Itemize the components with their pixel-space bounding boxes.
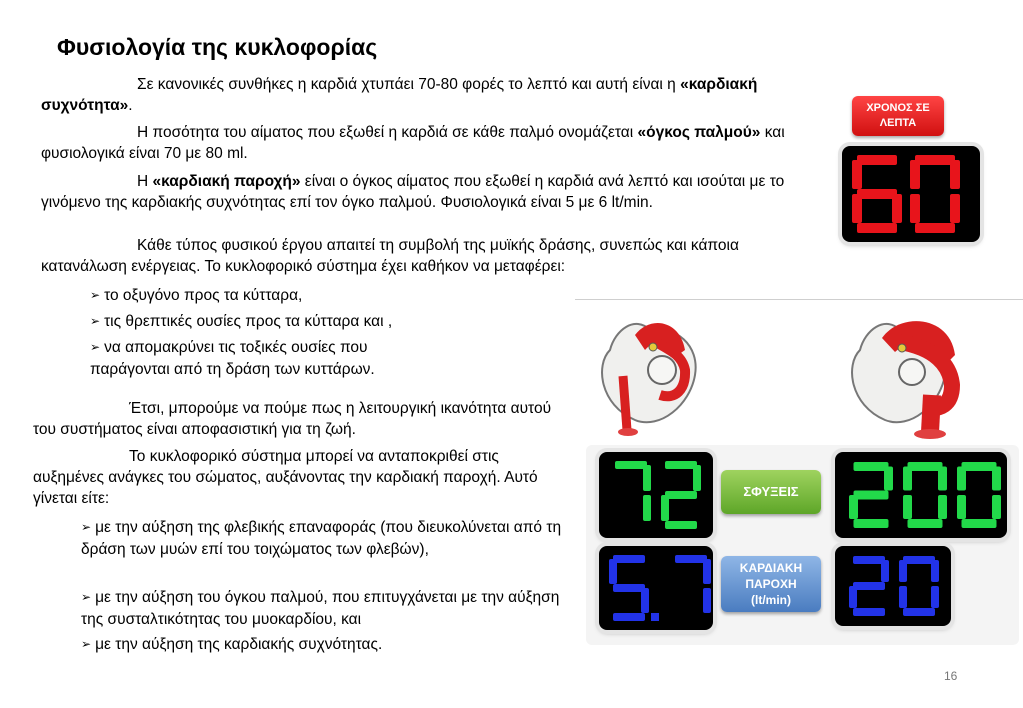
rest-beats-digits bbox=[599, 452, 713, 538]
digit-segment-b bbox=[693, 465, 701, 491]
digit-segment-b bbox=[884, 467, 893, 491]
heart-exercise-illustration bbox=[840, 310, 965, 440]
digit-segment-e bbox=[957, 495, 966, 519]
digit-segment-a bbox=[908, 462, 943, 471]
digit-segment-c bbox=[938, 495, 947, 519]
digit-segment-a bbox=[857, 155, 897, 165]
paragraph-heart-rate: Σε κανονικές συνθήκες η καρδιά χτυπάει 70-80 φορές το λεπτό και αυτή είναι η «καρδιακή συχνότητα». bbox=[41, 76, 758, 114]
paragraph-stroke-volume: Η ποσότητα του αίματος που εξωθεί η καρδιά σε κάθε παλμό ονομάζεται «όγκος παλμού» και φυσιολογικά είναι 70 με 80 ml. bbox=[41, 124, 785, 162]
digit-segment-g bbox=[853, 582, 885, 590]
arrow-bullet-icon: ➢ bbox=[90, 314, 101, 328]
digit-segment-g bbox=[613, 584, 645, 592]
beats-label: ΣΦΥΞΕΙΣ bbox=[721, 470, 821, 514]
digit-segment-d bbox=[915, 223, 955, 233]
exercise-output-display bbox=[835, 546, 951, 626]
digit-segment-f bbox=[609, 559, 617, 584]
heart-rest-illustration bbox=[590, 310, 710, 440]
decimal-point-segment bbox=[651, 613, 659, 621]
bullet-item: ➢ με την αύξηση της φλεβικής επαναφοράς (που διευκολύνεται από τη δράση των μυών επί του τοιχώματος των φλεβών), bbox=[81, 519, 562, 558]
digit-segment-g bbox=[854, 491, 889, 500]
digit-segment-e bbox=[849, 586, 857, 608]
bullet-item: ➢ τις θρεπτικές ουσίες προς τα κύτταρα και , bbox=[90, 313, 393, 330]
digit-segment-d bbox=[853, 608, 885, 616]
arrow-bullet-icon: ➢ bbox=[81, 637, 92, 651]
digit-segment-a bbox=[903, 556, 935, 564]
digit-segment-b bbox=[938, 467, 947, 491]
digit-segment-a bbox=[853, 556, 885, 564]
page-number: 16 bbox=[944, 669, 958, 683]
digit-segment-g bbox=[857, 189, 897, 199]
bullet-item: ➢ με την αύξηση του όγκου παλμού, που επιτυγχάνεται με την αύξηση της συσταλτικότητας του μυοκαρδίου, και bbox=[81, 589, 560, 628]
paragraph-work-energy: Κάθε τύπος φυσικού έργου απαιτεί τη συμβολή της μυϊκής δράσης, συνεπώς και κάποια κατανάλωση ενέργειας. Το κυκλοφορικό σύστημα έχει καθήκον να μεταφέρει: bbox=[41, 237, 739, 275]
digit-segment-f bbox=[852, 160, 862, 189]
digit-segment-c bbox=[703, 588, 711, 613]
digit-segment-f bbox=[957, 467, 966, 491]
digit-segment-e bbox=[852, 194, 862, 223]
digit-segment-f bbox=[910, 160, 920, 189]
exercise-beats-digits bbox=[835, 452, 1007, 538]
digit-segment-a bbox=[665, 461, 697, 469]
digit-segment-d bbox=[903, 608, 935, 616]
digit-segment-c bbox=[892, 194, 902, 223]
digit-segment-d bbox=[613, 613, 645, 621]
digit-segment-c bbox=[950, 194, 960, 223]
digit-segment-g bbox=[665, 491, 697, 499]
arrow-bullet-icon: ➢ bbox=[90, 340, 101, 354]
digit-segment-d bbox=[854, 519, 889, 528]
digit-segment-b bbox=[703, 559, 711, 584]
digit-segment-a bbox=[854, 462, 889, 471]
paragraph-functional-capacity: Έτσι, μπορούμε να πούμε πως η λειτουργική ικανότητα αυτού του συστήματος είναι αποφασιστική για τη ζωή. bbox=[33, 400, 552, 438]
bullet-item: ➢ το οξυγόνο προς τα κύτταρα, bbox=[90, 287, 303, 304]
bullet-item: ➢ με την αύξηση της καρδιακής συχνότητας. bbox=[81, 636, 383, 653]
digit-segment-c bbox=[992, 495, 1001, 519]
bullet-item: ➢ να απομακρύνει τις τοξικές ουσίες που παράγονται από τη δράση των κυττάρων. bbox=[90, 339, 375, 378]
digit-segment-d bbox=[857, 223, 897, 233]
divider-line bbox=[575, 299, 1023, 300]
digit-segment-b bbox=[950, 160, 960, 189]
digit-segment-a bbox=[915, 155, 955, 165]
digit-segment-b bbox=[643, 465, 651, 491]
digit-segment-e bbox=[849, 495, 858, 519]
rest-output-digits bbox=[599, 546, 713, 630]
arrow-bullet-icon: ➢ bbox=[90, 288, 101, 302]
time-digits bbox=[842, 146, 980, 242]
digit-segment-d bbox=[665, 521, 697, 529]
digit-segment-b bbox=[881, 560, 889, 582]
time-display bbox=[842, 146, 980, 242]
digit-segment-c bbox=[931, 586, 939, 608]
digit-segment-f bbox=[899, 560, 907, 582]
digit-segment-e bbox=[903, 495, 912, 519]
digit-segment-c bbox=[641, 588, 649, 613]
exercise-beats-display bbox=[835, 452, 1007, 538]
digit-segment-d bbox=[962, 519, 997, 528]
digit-segment-a bbox=[675, 555, 707, 563]
paragraph-increased-needs: Το κυκλοφορικό σύστημα μπορεί να ανταποκριθεί στις αυξημένες ανάγκες του σώματος, αυξάνοντας την καρδιακή παροχή. Αυτό γίνεται είτε: bbox=[33, 448, 538, 507]
arrow-bullet-icon: ➢ bbox=[81, 590, 92, 604]
digit-segment-a bbox=[962, 462, 997, 471]
digit-segment-a bbox=[615, 461, 647, 469]
rest-beats-display bbox=[599, 452, 713, 538]
digit-segment-d bbox=[908, 519, 943, 528]
paragraph-cardiac-output: Η «καρδιακή παροχή» είναι ο όγκος αίματος που εξωθεί η καρδιά ανά λεπτό και ισούται με το γινόμενο της καρδιακής συχνότητας επί τον όγκο παλμού. Φυσιολογικά είναι 5 με 6 lt/min. bbox=[41, 173, 785, 211]
time-label: ΧΡΟΝΟΣ ΣΕ ΛΕΠΤΑ bbox=[852, 96, 944, 136]
cardiac-output-label: ΚΑΡΔΙΑΚΗ ΠΑΡΟΧΗ (lt/min) bbox=[721, 556, 821, 612]
arrow-bullet-icon: ➢ bbox=[81, 520, 92, 534]
digit-segment-e bbox=[899, 586, 907, 608]
digit-segment-b bbox=[992, 467, 1001, 491]
digit-segment-b bbox=[931, 560, 939, 582]
digit-segment-e bbox=[910, 194, 920, 223]
digit-segment-c bbox=[643, 495, 651, 521]
digit-segment-f bbox=[903, 467, 912, 491]
digit-segment-e bbox=[661, 495, 669, 521]
rest-output-display bbox=[599, 546, 713, 630]
exercise-output-digits bbox=[835, 546, 951, 626]
page-title: Φυσιολογία της κυκλοφορίας bbox=[57, 34, 378, 60]
digit-segment-a bbox=[613, 555, 645, 563]
